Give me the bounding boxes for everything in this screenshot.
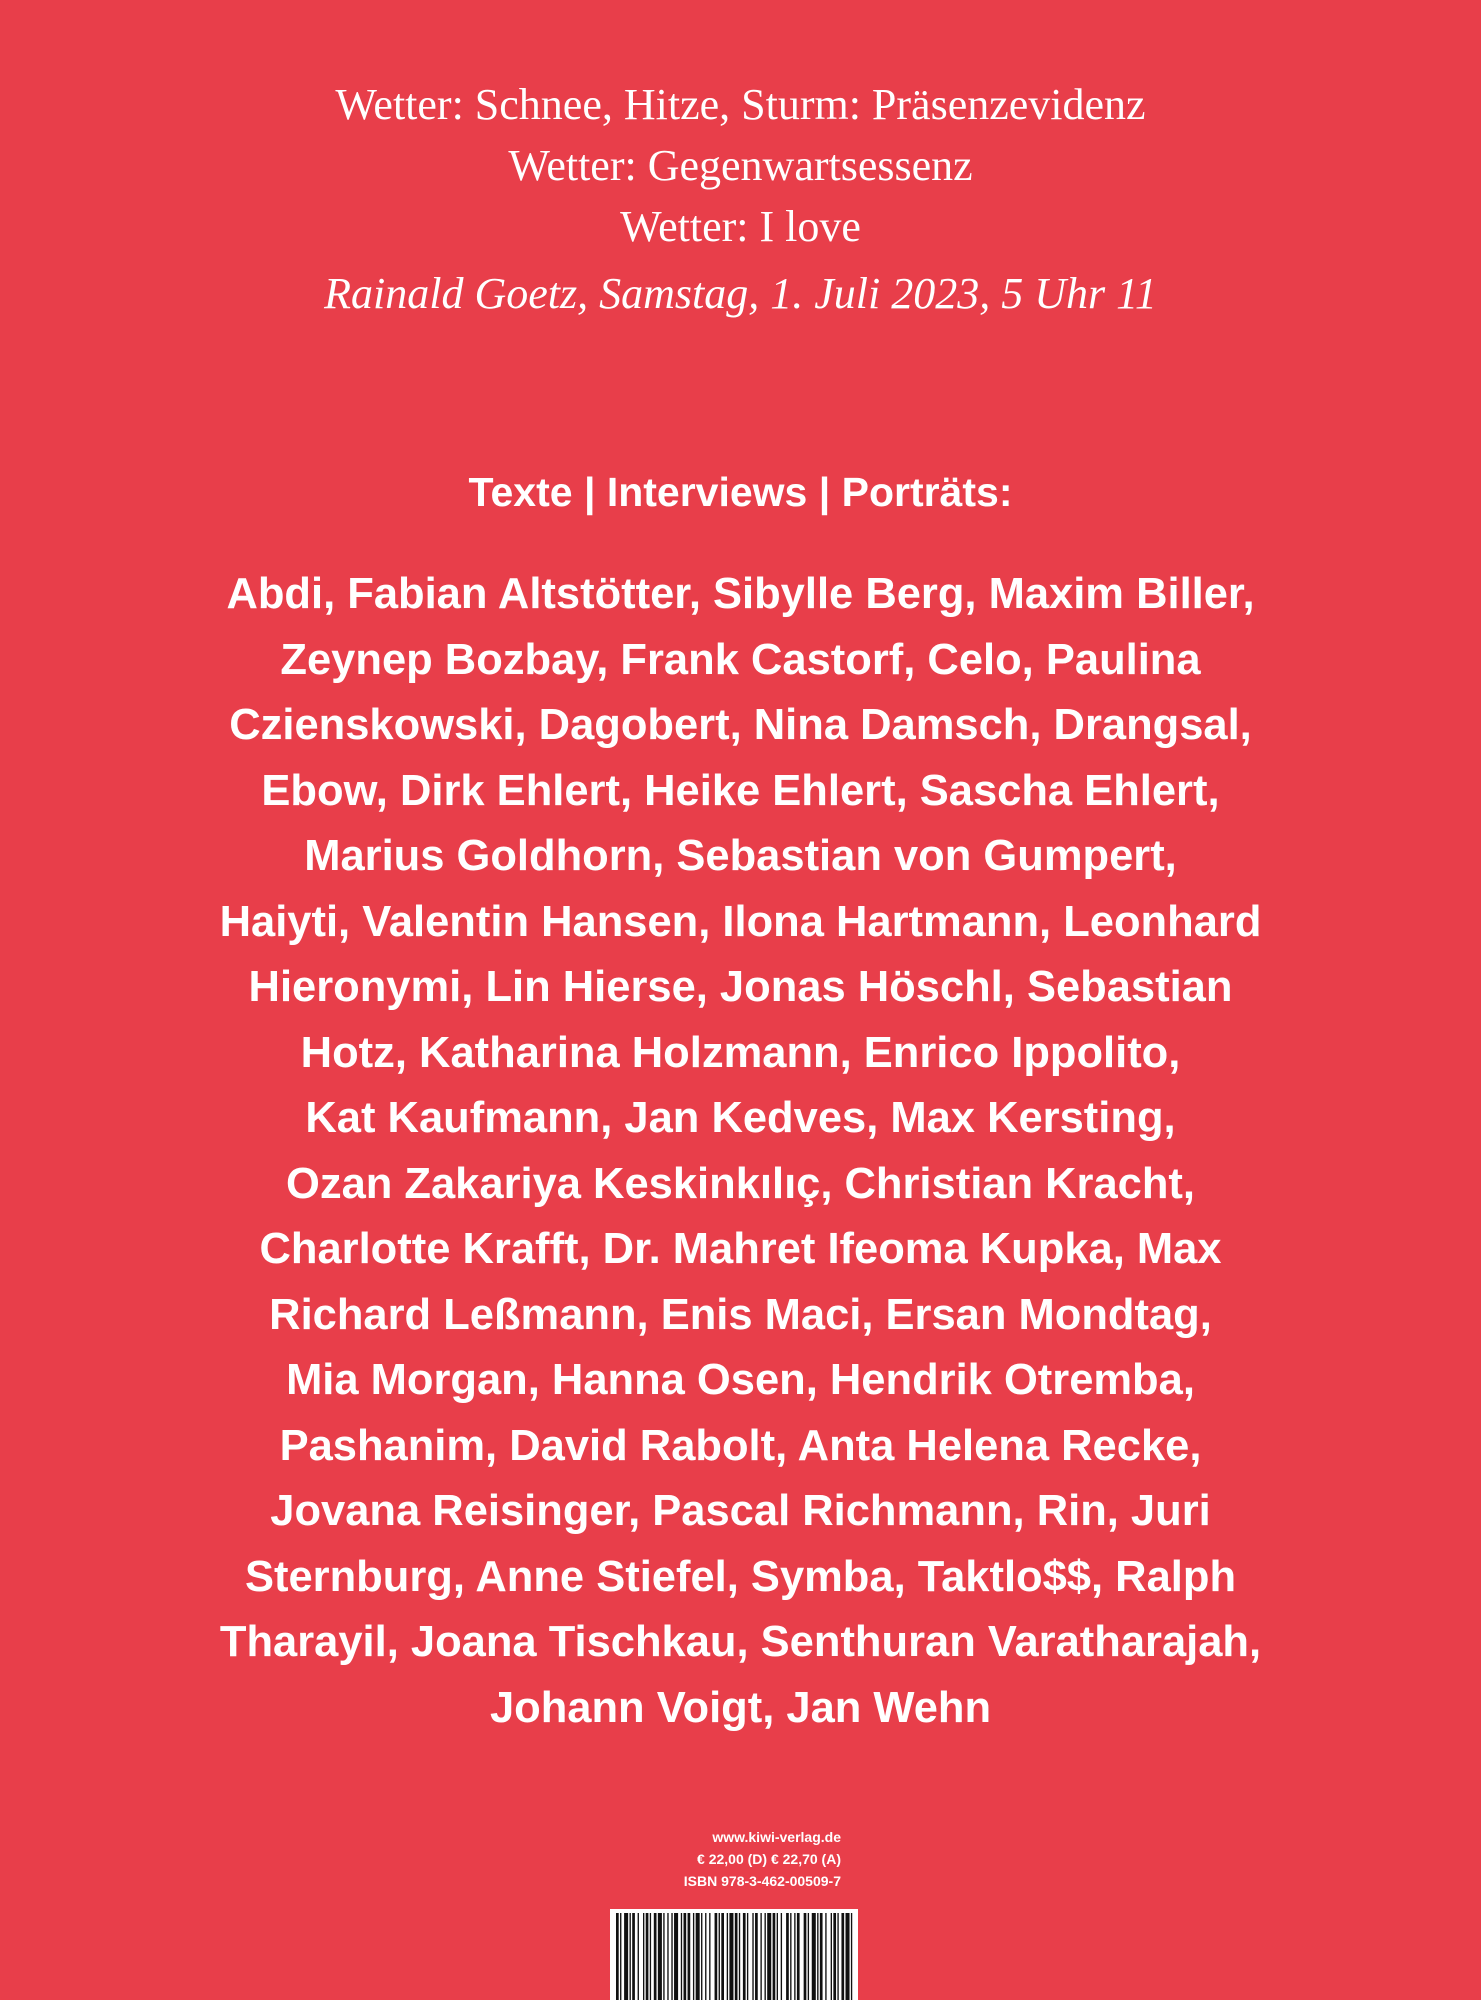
barcode-icon [610, 1909, 858, 2000]
contributors-line: Sternburg, Anne Stiefel, Symba, Taktlo$$, Ralph [244, 1552, 1237, 1601]
contributors-line: Charlotte Krafft, Dr. Mahret Ifeoma Kupka, Max [259, 1225, 1222, 1273]
contributors-line: Richard Leßmann, Enis Maci, Ersan Mondtag, [269, 1290, 1212, 1339]
contributors-line: Johann Voigt, Jan Wehn [489, 1683, 992, 1732]
contributors-line: Ozan Zakariya Keskinkılıç, Christian Kracht, [285, 1159, 1196, 1208]
quote-line: Wetter: Schnee, Hitze, Sturm: Präsenzevidenz [335, 80, 1146, 129]
contributors-line: Marius Goldhorn, Sebastian von Gumpert, [304, 832, 1177, 880]
contributors-line: Hieronymi, Lin Hierse, Jonas Höschl, Sebastian [248, 963, 1233, 1011]
contributors-line: Haiyti, Valentin Hansen, Ilona Hartmann, Leonhard [219, 897, 1262, 946]
quote-block [0, 74, 1481, 257]
contributors-line: Kat Kaufmann, Jan Kedves, Max Kersting, [305, 1094, 1176, 1142]
publisher-website: www.kiwi-verlag.de [712, 1829, 841, 1845]
contributors-line: Ebow, Dirk Ehlert, Heike Ehlert, Sascha Ehlert, [261, 766, 1220, 815]
contributors-line: Czienskowski, Dagobert, Nina Damsch, Drangsal, [229, 701, 1252, 749]
contributors-line: Jovana Reisinger, Pascal Richmann, Rin, Juri [270, 1487, 1211, 1535]
isbn-number: ISBN 978-3-462-00509-7 [683, 1873, 841, 1889]
contributors-line: Tharayil, Joana Tischkau, Senthuran Varatharajah, [219, 1618, 1262, 1666]
contributors-line: Mia Morgan, Hanna Osen, Hendrik Otremba, [286, 1356, 1195, 1404]
barcode [610, 1909, 858, 2000]
contributors-list [0, 562, 1481, 1741]
imprint-block [651, 1826, 841, 1892]
price-info: € 22,00 (D) € 22,70 (A) [697, 1851, 841, 1867]
contributors-line: Zeynep Bozbay, Frank Castorf, Celo, Paulina [280, 635, 1201, 684]
quote-line: Wetter: I love [620, 202, 861, 251]
contributors-line: Hotz, Katharina Holzmann, Enrico Ippolito, [300, 1028, 1181, 1077]
quote-attribution: Rainald Goetz, Samstag, 1. Juli 2023, 5 Uhr 11 [324, 269, 1157, 318]
contributors-line: Abdi, Fabian Altstötter, Sibylle Berg, Maxim Biller, [226, 570, 1255, 618]
contributors-line: Pashanim, David Rabolt, Anta Helena Recke, [279, 1421, 1202, 1470]
contributors-heading: Texte | Interviews | Porträts: [468, 469, 1013, 515]
quote-line: Wetter: Gegenwartsessenz [508, 141, 973, 190]
